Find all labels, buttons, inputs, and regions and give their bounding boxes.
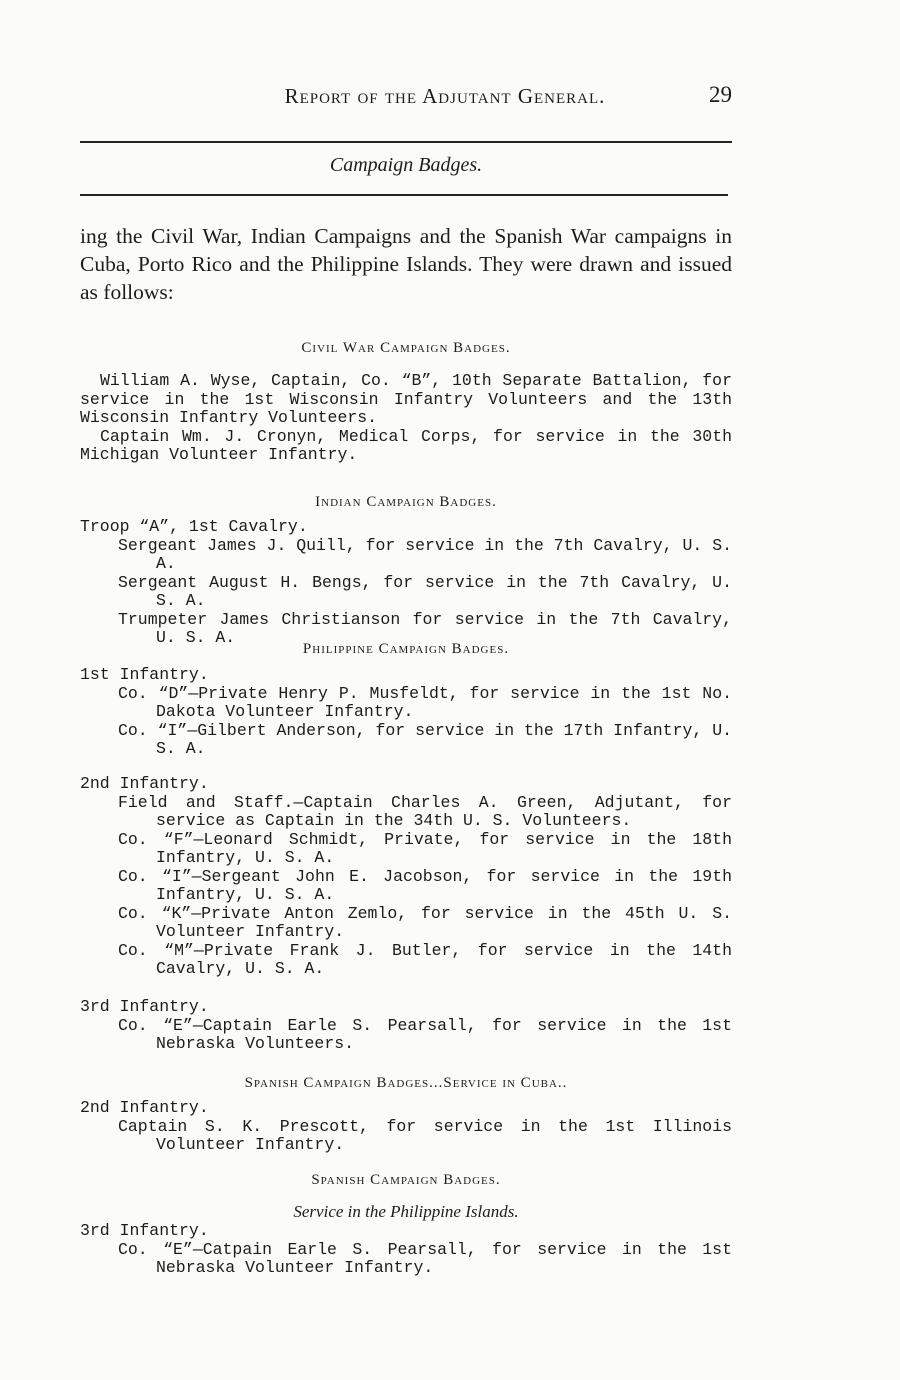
indian-entry: Sergeant August H. Bengs, for service in the 7th Cavalry, U. S. A. bbox=[118, 572, 732, 610]
intro-text: ing the Civil War, Indian Campaigns and the Spanish War campaigns in Cuba, Porto Rico and the Philippine Islands. They were drawn and issued as follows: bbox=[80, 224, 732, 304]
indian-list bbox=[80, 518, 732, 648]
intro-paragraph bbox=[80, 222, 732, 306]
unit-label: 2nd Infantry. bbox=[80, 1098, 209, 1117]
top-rule bbox=[80, 141, 732, 143]
section-title: Campaign Badges. bbox=[329, 154, 483, 176]
indian-entry: Trumpeter James Christianson for service in the 7th Cavalry, U. S. A. bbox=[118, 609, 732, 647]
philippine-entry: Co. “E”—Captain Earle S. Pearsall, for service in the 1st Nebraska Volunteers. bbox=[118, 1015, 732, 1053]
philippine-entry: Co. “K”—Private Anton Zemlo, for service in the 45th U. S. Volunteer Infantry. bbox=[118, 903, 732, 941]
philippine-group-2 bbox=[80, 775, 732, 979]
civil-war-heading: Civil War Campaign Badges. bbox=[301, 340, 511, 356]
indian-entry: Sergeant James J. Quill, for service in the 7th Cavalry, U. S. A. bbox=[118, 535, 732, 573]
philippine-group-1 bbox=[80, 666, 732, 759]
unit-label: 3rd Infantry. bbox=[80, 1221, 209, 1240]
philippine-heading: Philippine Campaign Badges. bbox=[302, 641, 510, 657]
philippine-entry: Co. “D”—Private Henry P. Musfeldt, for service in the 1st No. Dakota Volunteer Infantry. bbox=[118, 683, 732, 721]
philippine-entry: Co. “M”—Private Frank J. Butler, for service in the 14th Cavalry, U. S. A. bbox=[118, 940, 732, 978]
spanish-cuba-entry: Captain S. K. Prescott, for service in the 1st Illinois Volunteer Infantry. bbox=[118, 1116, 732, 1154]
philippine-entry: Field and Staff.—Captain Charles A. Green, Adjutant, for service as Captain in the 34th U. S. Volunteers. bbox=[118, 792, 732, 830]
philippine-entry: Co. “F”—Leonard Schmidt, Private, for service in the 18th Infantry, U. S. A. bbox=[118, 829, 732, 867]
indian-heading: Indian Campaign Badges. bbox=[315, 494, 497, 510]
philippine-entry: Co. “I”—Gilbert Anderson, for service in the 17th Infantry, U. S. A. bbox=[118, 720, 732, 758]
page-header bbox=[80, 84, 732, 114]
spanish-phil-subheading: Service in the Philippine Islands. bbox=[293, 1202, 519, 1221]
civil-war-entry: Captain Wm. J. Cronyn, Medical Corps, for service in the 30th Michigan Volunteer Infantry. bbox=[80, 426, 732, 464]
bottom-rule bbox=[80, 194, 728, 196]
unit-label: 3rd Infantry. bbox=[80, 997, 209, 1016]
spanish-cuba-heading: Spanish Campaign Badges...Service in Cuba.. bbox=[244, 1075, 568, 1091]
spanish-phil-list bbox=[80, 1222, 732, 1278]
philippine-entry: Co. “I”—Sergeant John E. Jacobson, for service in the 19th Infantry, U. S. A. bbox=[118, 866, 732, 904]
spanish-cuba-list bbox=[80, 1099, 732, 1155]
civil-war-entry: William A. Wyse, Captain, Co. “B”, 10th Separate Battalion, for service in the 1st Wisconsin Infantry Volunteers and the 13th Wisconsin Infantry Volunteers. bbox=[80, 371, 732, 427]
spanish-phil-heading: Spanish Campaign Badges. bbox=[311, 1172, 501, 1188]
unit-label: 2nd Infantry. bbox=[80, 774, 209, 793]
unit-label: Troop “A”, 1st Cavalry. bbox=[80, 517, 308, 536]
philippine-group-3 bbox=[80, 998, 732, 1054]
page-number: 29 bbox=[709, 82, 732, 107]
running-title: Report of the Adjutant General. bbox=[284, 84, 606, 108]
civil-war-list bbox=[80, 372, 732, 465]
unit-label: 1st Infantry. bbox=[80, 665, 209, 684]
spanish-phil-entry: Co. “E”—Catpain Earle S. Pearsall, for service in the 1st Nebraska Volunteer Infantry. bbox=[118, 1239, 732, 1277]
